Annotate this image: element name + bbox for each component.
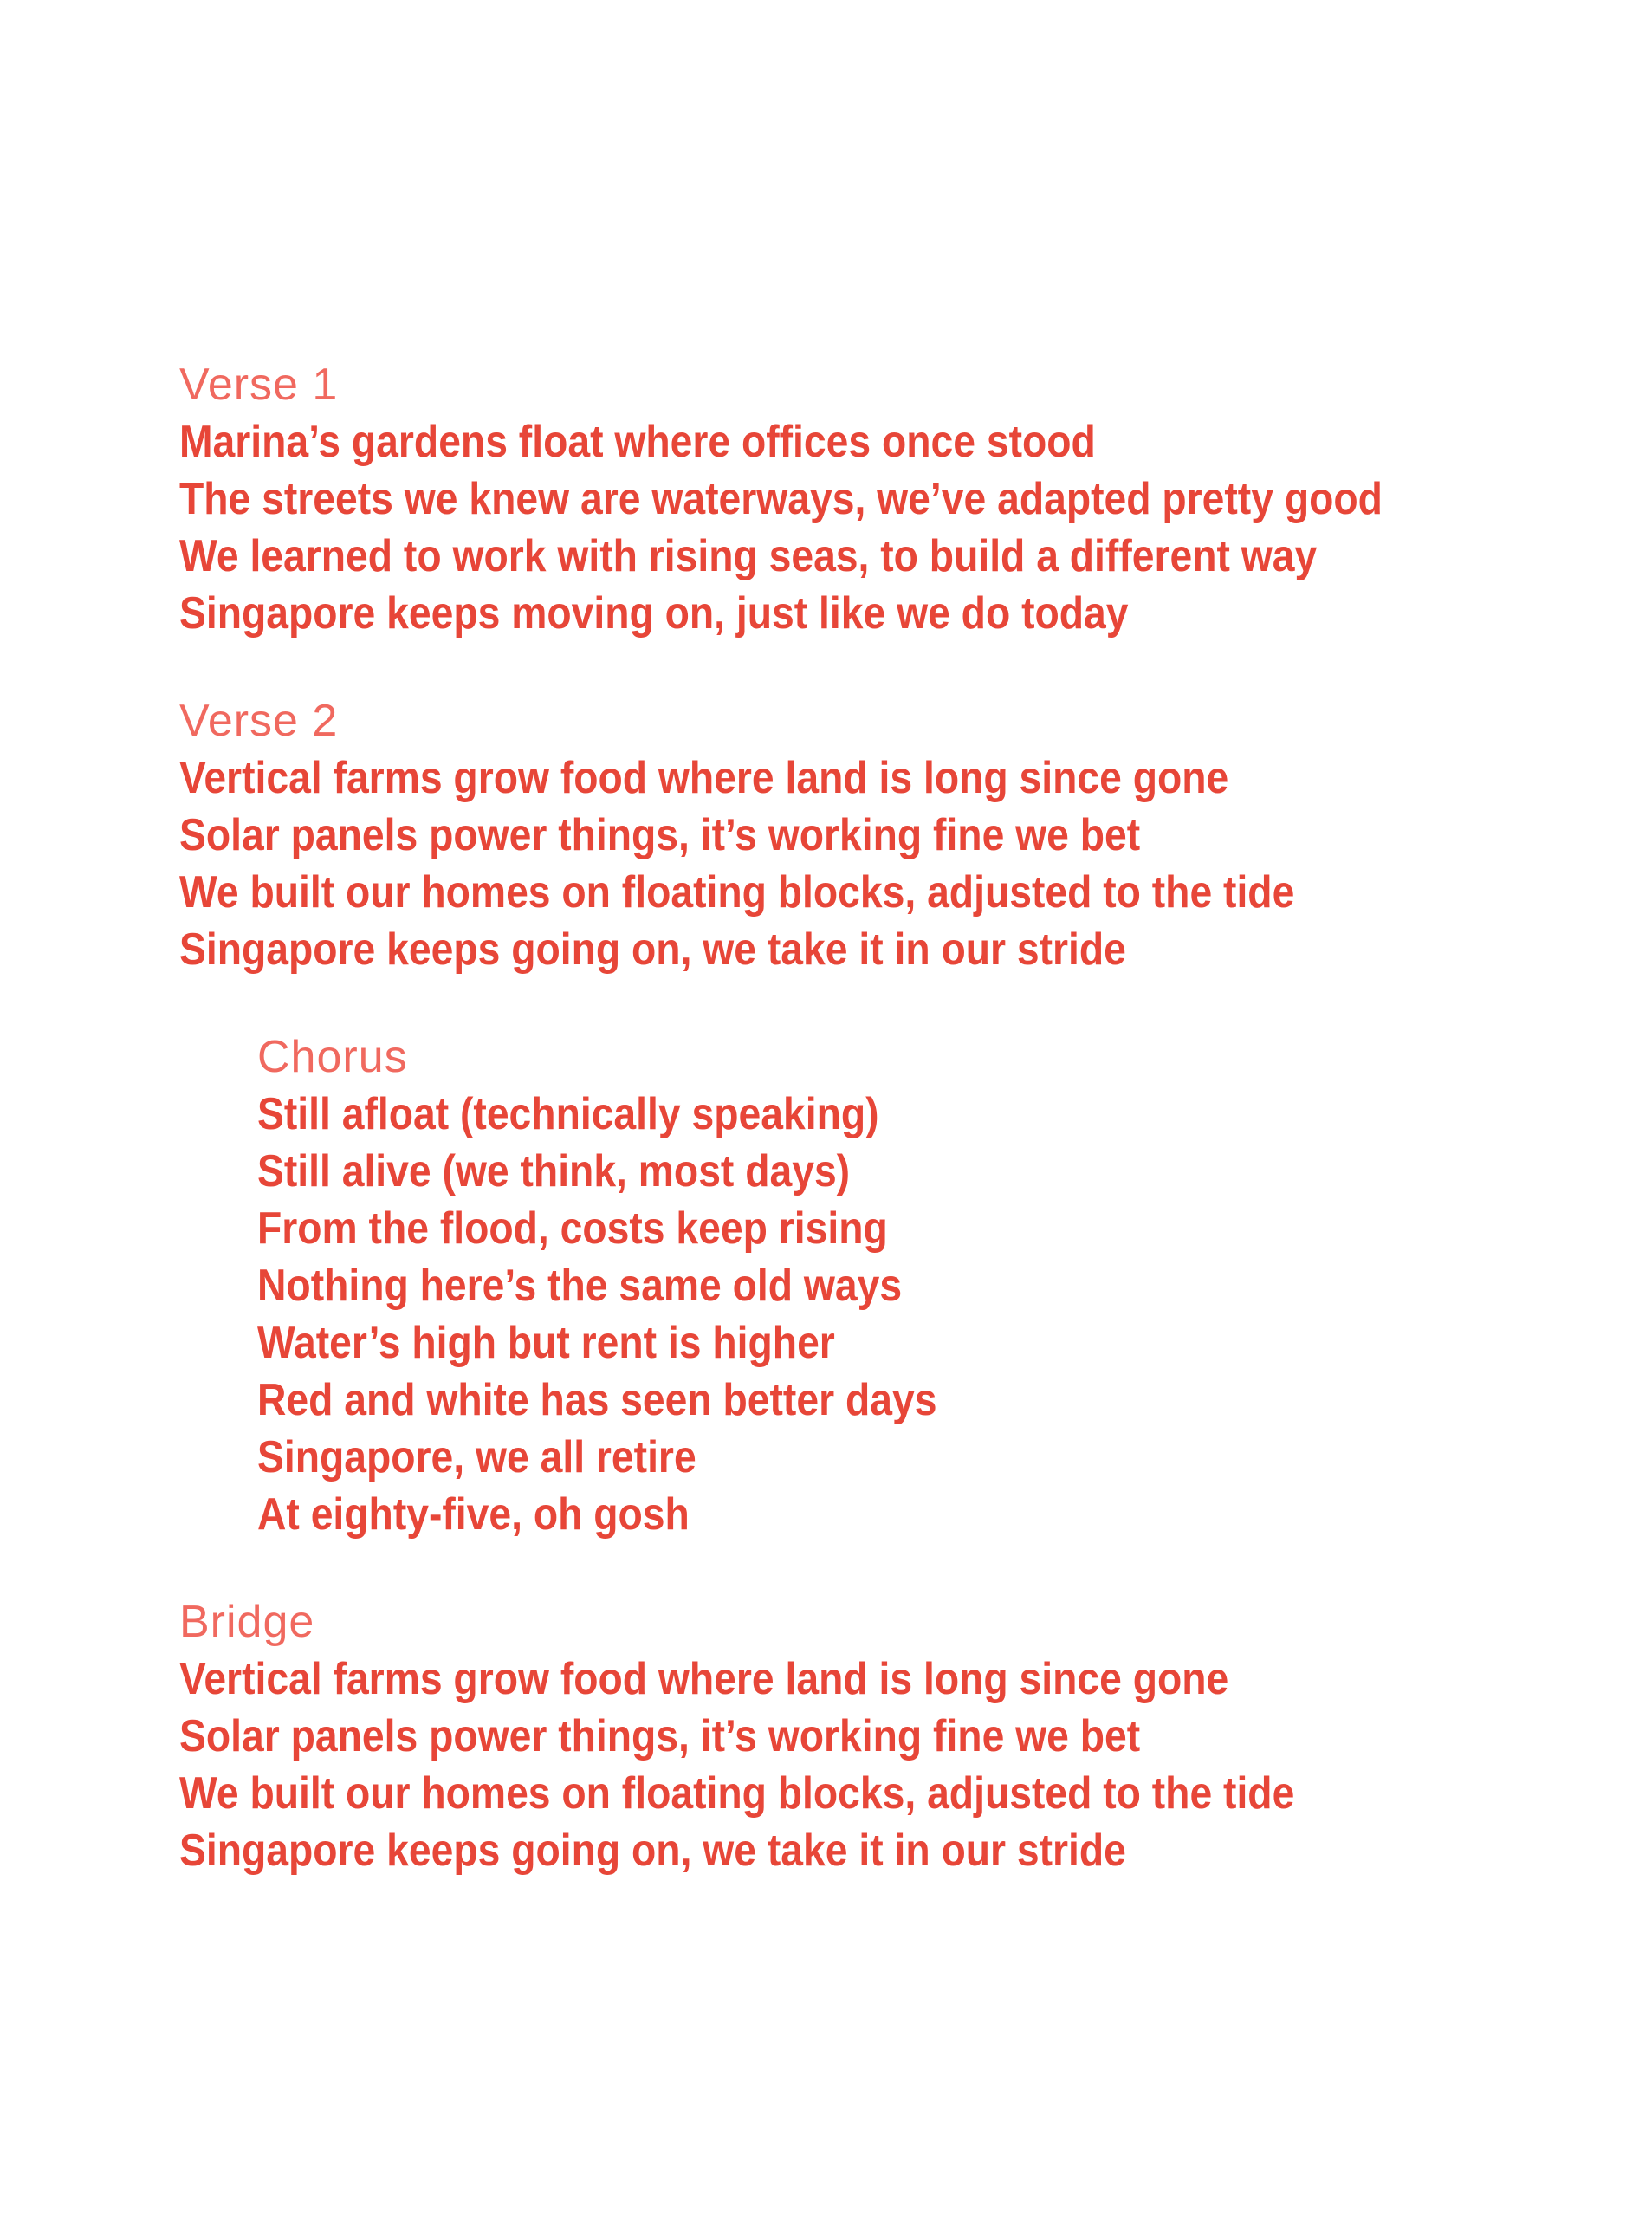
- lyric-line: Singapore keeps going on, we take it in our stride: [179, 1826, 1126, 1876]
- lyric-line: We learned to work with rising seas, to build a different way: [179, 531, 1318, 581]
- lyric-line: Water’s high but rent is higher: [257, 1318, 835, 1368]
- lyric-line: Singapore keeps moving on, just like we do today: [179, 588, 1129, 639]
- lyric-line: Vertical farms grow food where land is long since gone: [179, 753, 1229, 803]
- lyric-line: We built our homes on floating blocks, adjusted to the tide: [179, 867, 1295, 918]
- section-label: Bridge: [179, 1597, 315, 1647]
- lyric-line: From the flood, costs keep rising: [257, 1203, 888, 1254]
- lyrics-sheet: [179, 356, 1565, 1929]
- section-verse-1: [179, 356, 1565, 642]
- lyric-line: Still alive (we think, most days): [257, 1146, 851, 1197]
- lyric-line: Singapore keeps going on, we take it in our stride: [179, 924, 1126, 975]
- lyric-line: Still afloat (technically speaking): [257, 1089, 879, 1139]
- lyric-line: Red and white has seen better days: [257, 1375, 937, 1425]
- lyric-line: At eighty-five, oh gosh: [257, 1489, 690, 1540]
- lyric-line: We built our homes on floating blocks, adjusted to the tide: [179, 1768, 1295, 1819]
- lyric-line: Nothing here’s the same old ways: [257, 1261, 903, 1311]
- section-chorus: [257, 1028, 1565, 1543]
- lyric-line: Marina’s gardens float where offices once stood: [179, 417, 1096, 467]
- lyric-line: The streets we knew are waterways, we’ve adapted pretty good: [179, 474, 1383, 524]
- section-label: Verse 1: [179, 360, 339, 410]
- lyric-line: Vertical farms grow food where land is long since gone: [179, 1654, 1229, 1704]
- section-label: Chorus: [257, 1032, 408, 1082]
- section-verse-2: [179, 692, 1565, 978]
- lyric-line: Solar panels power things, it’s working fine we bet: [179, 810, 1141, 860]
- section-label: Verse 2: [179, 696, 339, 746]
- lyric-line: Singapore, we all retire: [257, 1432, 696, 1482]
- section-bridge: [179, 1593, 1565, 1879]
- lyric-line: Solar panels power things, it’s working fine we bet: [179, 1711, 1141, 1761]
